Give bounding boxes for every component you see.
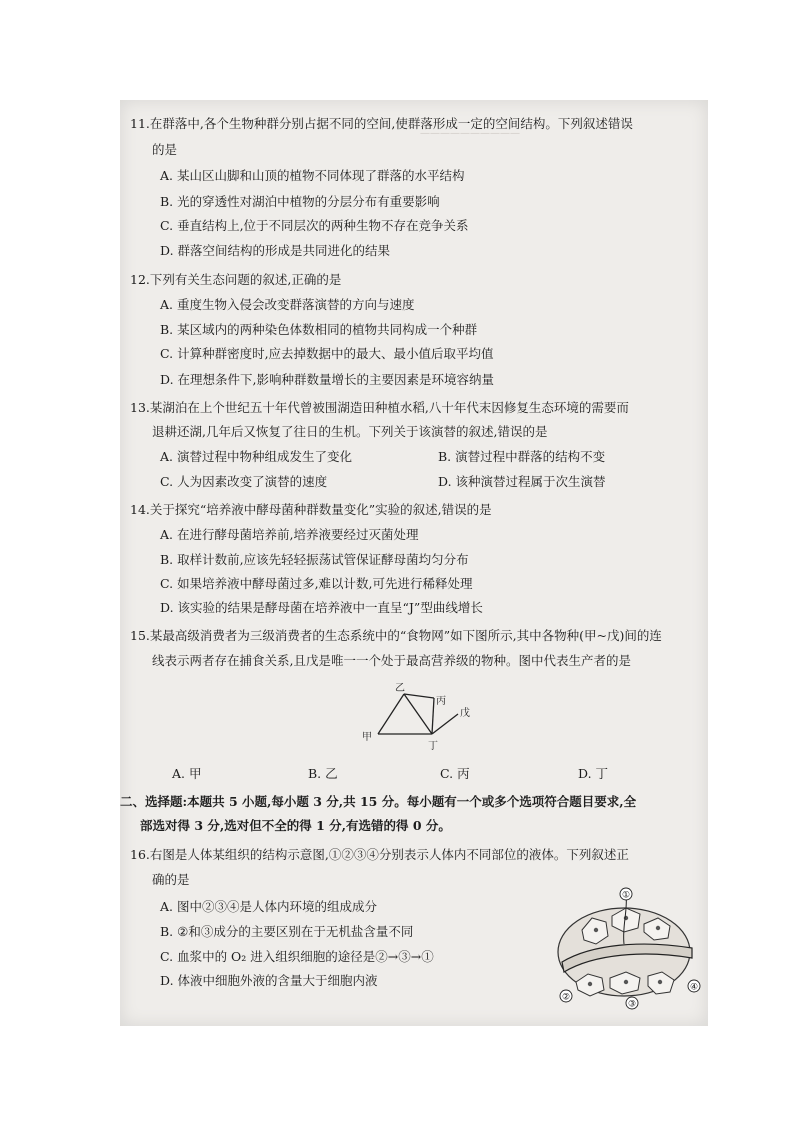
node-wu: 戊: [460, 708, 470, 719]
question-13-stem-line2: 退耕还湖,几年后又恢复了往日的生机。下列关于该演替的叙述,错误的是: [152, 424, 548, 439]
edge-yi-bing: [404, 694, 434, 698]
label-fluid-3: ③: [627, 999, 637, 1010]
question-15-stem-line1: 15.某最高级消费者为三级消费者的生态系统中的“食物网”如下图所示,其中各物种(甲~戊)间的连: [130, 628, 662, 643]
question-12-option-a: A. 重度生物入侵会改变群落演替的方向与速度: [160, 297, 415, 312]
label-fluid-4: ④: [689, 982, 699, 993]
question-11-option-d: D. 群落空间结构的形成是共同进化的结果: [160, 243, 391, 258]
edge-jia-yi: [378, 694, 404, 734]
edge-yi-ding: [404, 694, 432, 734]
question-15-option-c: C. 丙: [440, 766, 470, 781]
tissue-structure-figure: [552, 886, 702, 1010]
question-12-option-d: D. 在理想条件下,影响种群数量增长的主要因素是环境容纳量: [160, 372, 494, 387]
node-jia: 甲: [362, 732, 372, 743]
label-fluid-2: ②: [561, 992, 571, 1003]
node-ding: 丁: [428, 741, 438, 752]
question-11-option-c: C. 垂直结构上,位于不同层次的两种生物不存在竞争关系: [160, 218, 469, 233]
question-14-option-c: C. 如果培养液中酵母菌过多,难以计数,可先进行稀释处理: [160, 576, 473, 591]
question-15-stem-line2: 线表示两者存在捕食关系,且戊是唯一一个处于最高营养级的物种。图中代表生产者的是: [152, 653, 631, 668]
edge-ding-wu: [432, 714, 458, 734]
question-12-option-b: B. 某区域内的两种染色体数相同的植物共同构成一个种群: [160, 322, 478, 337]
question-11-stem-line2: 的是: [152, 142, 178, 157]
question-14-stem: 14.关于探究“培养液中酵母菌种群数量变化”实验的叙述,错误的是: [130, 502, 492, 517]
question-13-stem-line1: 13.某湖泊在上个世纪五十年代曾被围湖造田种植水稻,八十年代末因修复生态环境的需要而: [130, 400, 629, 415]
question-13-option-b: B. 演替过程中群落的结构不变: [438, 449, 606, 464]
question-13-option-c: C. 人为因素改变了演替的速度: [160, 474, 328, 489]
label-fluid-1: ①: [621, 890, 631, 901]
question-11-stem-line1: 11.在群落中,各个生物种群分别占据不同的空间,使群落形成一定的空间结构。下列叙述错误: [130, 116, 633, 131]
question-16-option-a: A. 图中②③④是人体内环境的组成成分: [160, 899, 377, 914]
section-2-heading-line2: 部选对得 3 分,选对但不全的得 1 分,有选错的得 0 分。: [140, 818, 451, 833]
node-yi: 乙: [395, 683, 405, 694]
question-16-option-b: B. ②和③成分的主要区别在于无机盐含量不同: [160, 924, 414, 939]
question-14-option-b: B. 取样计数前,应该先轻轻振荡试管保证酵母菌均匀分布: [160, 552, 469, 567]
question-13-option-a: A. 演替过程中物种组成发生了变化: [160, 449, 352, 464]
food-web-diagram: [348, 682, 498, 762]
question-13-option-d: D. 该种演替过程属于次生演替: [438, 474, 606, 489]
node-bing: 丙: [436, 696, 446, 707]
question-16-stem-line2: 确的是: [152, 872, 190, 887]
question-15-option-d: D. 丁: [578, 766, 609, 781]
question-12-option-c: C. 计算种群密度时,应去掉数据中的最大、最小值后取平均值: [160, 346, 494, 361]
question-12-stem: 12.下列有关生态问题的叙述,正确的是: [130, 272, 342, 287]
question-11-option-b: B. 光的穿透性对湖泊中植物的分层分布有重要影响: [160, 194, 440, 209]
exam-page: [120, 100, 708, 1026]
question-16-option-d: D. 体液中细胞外液的含量大于细胞内液: [160, 973, 378, 988]
question-15-option-b: B. 乙: [308, 766, 338, 781]
section-2-heading-line1: 二、选择题:本题共 5 小题,每小题 3 分,共 15 分。每小题有一个或多个选项符合题目要求,全: [120, 794, 637, 809]
question-14-option-d: D. 该实验的结果是酵母菌在培养液中一直呈“J”型曲线增长: [160, 600, 483, 615]
edge-bing-ding: [432, 698, 434, 734]
question-16-stem-line1: 16.右图是人体某组织的结构示意图,①②③④分别表示人体内不同部位的液体。下列叙述正: [130, 847, 629, 862]
question-11-option-a: A. 某山区山脚和山顶的植物不同体现了群落的水平结构: [160, 168, 465, 183]
question-15-option-a: A. 甲: [172, 766, 202, 781]
question-14-option-a: A. 在进行酵母菌培养前,培养液要经过灭菌处理: [160, 527, 419, 542]
bleed-through-text: ——————————: [420, 128, 520, 139]
question-16-option-c: C. 血浆中的 O₂ 进入组织细胞的途径是②→③→①: [160, 949, 434, 964]
